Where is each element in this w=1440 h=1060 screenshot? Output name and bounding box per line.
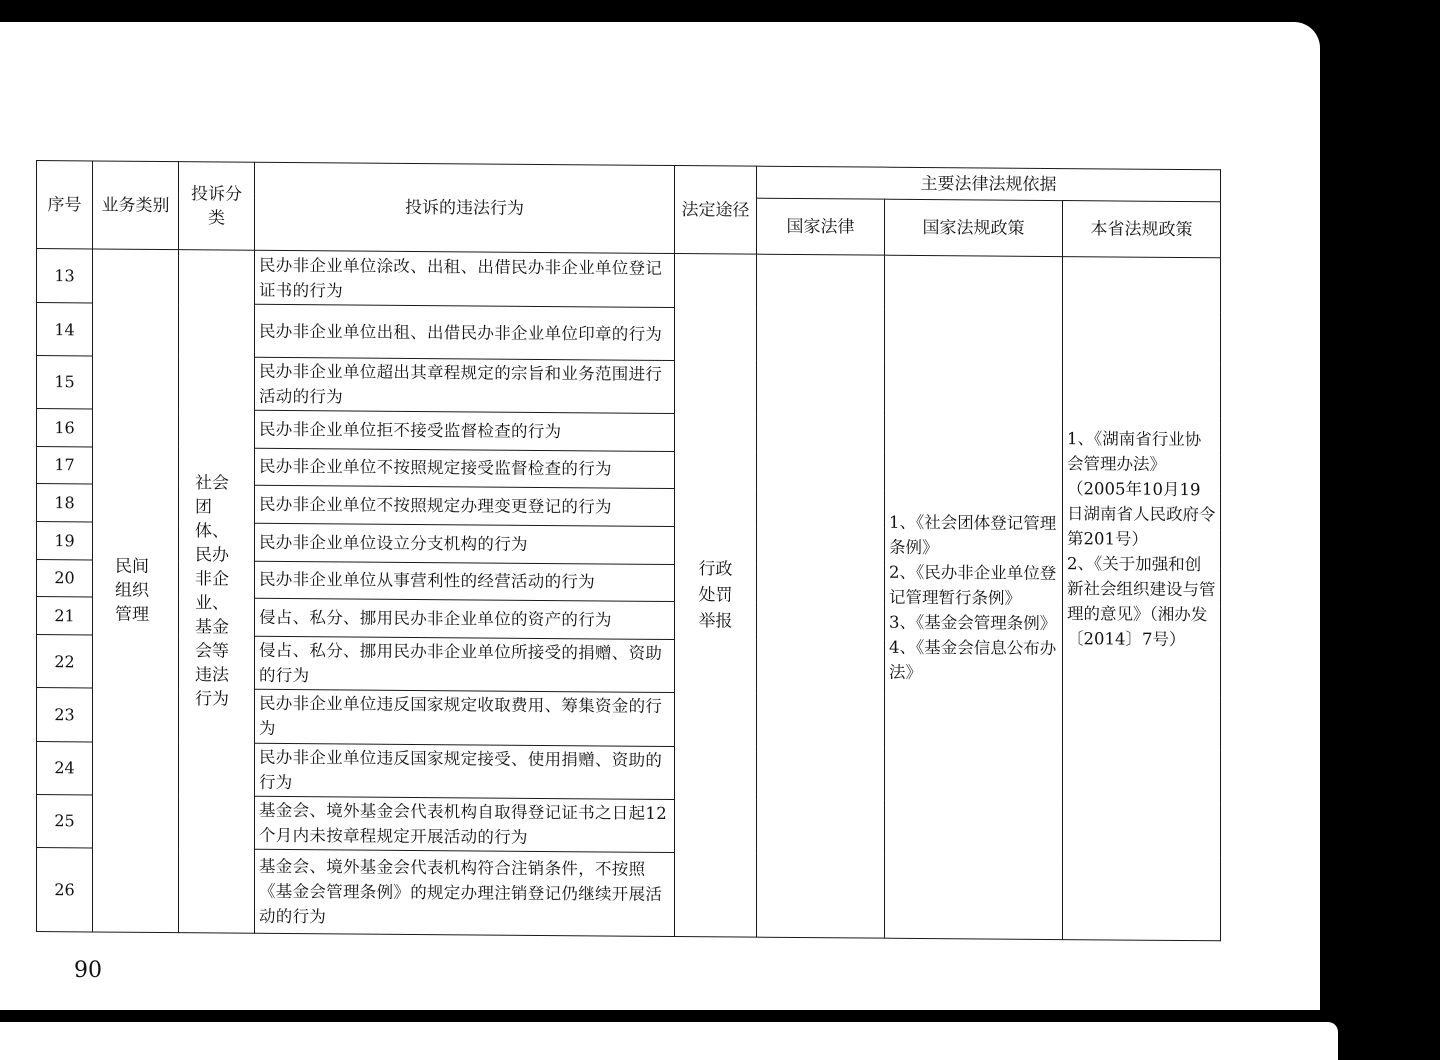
page-number: 90 xyxy=(74,958,102,983)
illegal-behavior-cell: 民办非企业单位不按照规定办理变更登记的行为 xyxy=(255,485,675,526)
complaint-class-cell: 社会团体、民办非企业、基金会等违法行为 xyxy=(179,250,255,934)
provincial-regulation-item: 2、《关于加强和创新社会组织建设与管理的意见》（湘办发〔2014〕7号） xyxy=(1067,553,1216,649)
row-number: 19 xyxy=(37,521,93,559)
illegal-behavior-cell: 民办非企业单位违反国家规定收取费用、筹集资金的行为 xyxy=(255,689,675,746)
regulation-item: 2、《民办非企业单位登记管理暂行条例》 xyxy=(889,562,1057,608)
table-body xyxy=(37,249,1221,941)
row-number: 20 xyxy=(37,559,93,597)
illegal-behavior-cell: 基金会、境外基金会代表机构自取得登记证书之日起12个月内未按章程规定开展活动的行为 xyxy=(255,796,675,853)
regulation-item: 3、《基金会管理条例》 xyxy=(889,612,1057,633)
row-number: 26 xyxy=(37,848,93,932)
national-law-cell xyxy=(757,254,885,938)
regulation-item: 4、《基金会信息公布办法》 xyxy=(889,637,1057,682)
illegal-behavior-cell: 民办非企业单位从事营利性的经营活动的行为 xyxy=(255,561,675,602)
illegal-behavior-cell: 民办非企业单位拒不接受监督检查的行为 xyxy=(255,410,675,451)
provincial-regulation-item: 1、《湖南省行业协会管理办法》（2005年10月19日湖南省人民政府令第201号） xyxy=(1067,428,1216,549)
business-type-cell: 民间组织管理 xyxy=(93,249,179,933)
header-seq: 序号 xyxy=(37,161,93,249)
row-number: 24 xyxy=(37,741,93,795)
header-main-basis: 主要法律法规依据 xyxy=(757,166,1221,202)
row-number: 25 xyxy=(37,794,93,848)
illegal-behavior-cell: 民办非企业单位超出其章程规定的宗旨和业务范围进行活动的行为 xyxy=(255,357,675,414)
row-number: 21 xyxy=(37,597,93,635)
header-illegal-behavior: 投诉的违法行为 xyxy=(255,162,675,253)
national-regulations-cell xyxy=(885,255,1063,939)
row-number: 16 xyxy=(37,409,93,447)
complaint-table xyxy=(36,160,1221,941)
header-national-law: 国家法律 xyxy=(757,198,885,255)
row-number: 23 xyxy=(37,688,93,742)
row-number: 13 xyxy=(37,249,93,304)
illegal-behavior-cell: 民办非企业单位涂改、出租、出借民办非企业单位登记证书的行为 xyxy=(255,250,675,308)
illegal-behavior-cell: 民办非企业单位设立分支机构的行为 xyxy=(255,523,675,564)
row-number: 14 xyxy=(37,303,93,356)
illegal-behavior-cell: 侵占、私分、挪用民办非企业单位的资产的行为 xyxy=(255,598,675,639)
header-legal-channel: 法定途径 xyxy=(675,166,757,255)
regulation-item: 1、《社会团体登记管理条例》 xyxy=(889,512,1057,557)
row-number: 22 xyxy=(37,634,93,688)
header-national-regulations: 国家法规政策 xyxy=(885,199,1063,256)
row-number: 17 xyxy=(37,446,93,484)
header-business-type: 业务类别 xyxy=(93,161,179,250)
illegal-behavior-cell: 侵占、私分、挪用民办非企业单位所接受的捐赠、资助的行为 xyxy=(255,636,675,693)
table-row xyxy=(37,249,1221,313)
next-page-edge xyxy=(0,1022,1338,1060)
illegal-behavior-cell: 民办非企业单位出租、出借民办非企业单位印章的行为 xyxy=(255,305,675,361)
header-complaint-class: 投诉分类 xyxy=(179,162,255,251)
illegal-behavior-cell: 民办非企业单位违反国家规定接受、使用捐赠、资助的行为 xyxy=(255,743,675,800)
provincial-regulations-cell xyxy=(1063,257,1221,941)
illegal-behavior-cell: 基金会、境外基金会代表机构符合注销条件，不按照《基金会管理条例》的规定办理注销登记仍继续开展活动的行为 xyxy=(255,849,675,936)
header-provincial-regulations: 本省法规政策 xyxy=(1063,201,1221,258)
row-number: 18 xyxy=(37,484,93,522)
row-number: 15 xyxy=(37,355,93,409)
illegal-behavior-cell: 民办非企业单位不按照规定接受监督检查的行为 xyxy=(255,448,675,489)
legal-channel-cell: 行政处罚举报 xyxy=(675,254,757,938)
